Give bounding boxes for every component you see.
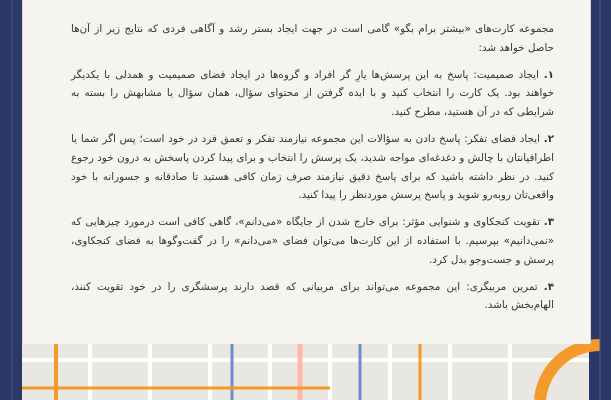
item-text: تمرین مربیگری: این مجموعه می‌تواند برای مربیانی که قصد دارند پرسشگری را در خود تقویت کنند، الهام‌بخش باشد. <box>71 280 554 312</box>
list-item <box>71 278 554 316</box>
item-text: ایجاد فضای تفکر: پاسخ دادن به سؤالات این مجموعه نیازمند تفکر و تعمق فرد در خود است؛ پس اگر شما یا اطرافیانتان با چالش و دغدغه‌ای مواجه شدید، یک پرسش را انتخاب و برای پیدا کردن پاسخش به درون خود رجوع کنید. در نظر داشته باشید که برای پاسخ دقیق نیازمند صرف زمان کافی هستید تا صادقانه و جسورانه با خود واقعی‌تان روبه‌رو شوید و پاسخ پرسش موردنظر را پیدا کنید. <box>71 132 554 202</box>
description-text <box>71 20 554 323</box>
item-number: ۴. <box>543 280 554 293</box>
text-card <box>22 0 591 344</box>
list-item <box>71 130 554 205</box>
item-number: ۳. <box>543 216 555 229</box>
item-text: ایجاد صمیمیت: پاسخ به این پرسش‌ها یارِ گر افراد و گروه‌ها در ایجاد فضای صمیمیت و همدلی با یکدیگر خواهند بود. یک کارت را انتخاب کنید و با ایده گرفتن از محتوای سؤال، همان سؤال یا مشابهش را بسته به شرایطی که در آن هستید، مطرح کنید. <box>71 68 554 119</box>
item-number: ۱. <box>543 68 554 81</box>
intro-paragraph: مجموعه کارت‌های «بیشتر برام بگو» گامی است در جهت ایجاد بستر رشد و آگاهی فردی که نتایج زیر از آن‌ها حاصل خواهد شد: <box>71 23 554 54</box>
list-item <box>71 66 554 122</box>
item-number: ۲. <box>543 132 554 145</box>
item-text: تقویت کنجکاوی و شنوایی مؤثر: برای خارج شدن از جایگاه «می‌دانم»، گاهی کافی است درمورد چیزهایی که «نمی‌دانیم» بپرسیم. با استفاده از این کارت‌ها می‌توان فضای «می‌دانم» را در گفت‌وگوها به فضای کنجکاوی، پرسش و جست‌وجو بدل کرد. <box>71 216 554 266</box>
list-item <box>71 213 554 269</box>
